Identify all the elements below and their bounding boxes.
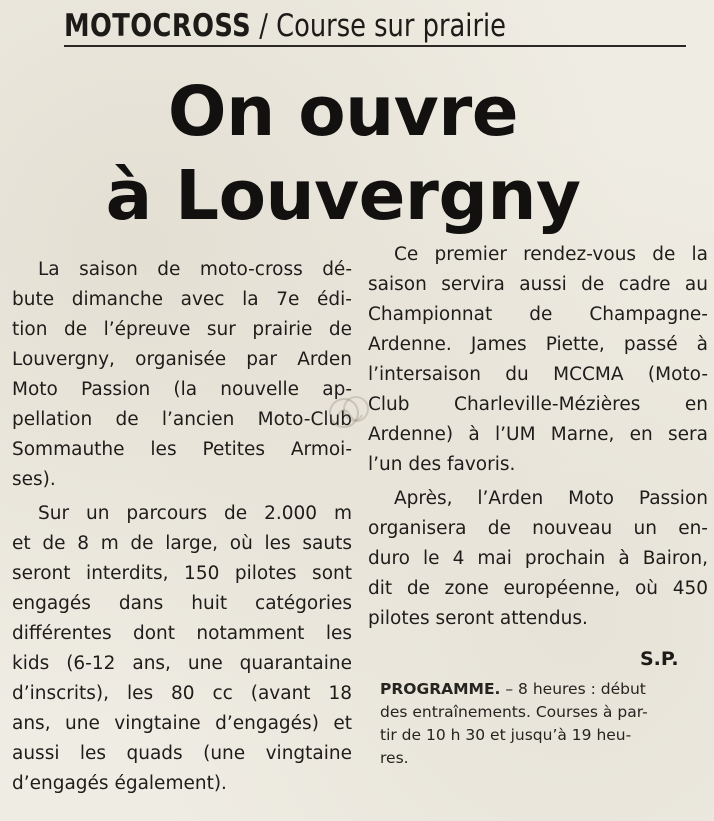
- text-line: Ardenne. James Piette, passé à: [368, 334, 708, 355]
- programme-text: – 8 heures : début: [500, 680, 646, 698]
- text-line: saison servira aussi de cadre au: [368, 274, 708, 295]
- text-line: La saison de moto-cross dé-: [38, 259, 352, 280]
- text-line: ses).: [12, 469, 56, 490]
- text-line: l’intersaison du MCCMA (Moto-: [368, 364, 708, 385]
- text-line: et de 8 m de large, où les sauts: [12, 533, 352, 554]
- section-kicker: [64, 4, 545, 48]
- text-line: engagés dans huit catégories: [12, 593, 352, 614]
- kicker-subtitle: Course sur prairie: [276, 8, 507, 44]
- text-line: kids (6-12 ans, une quarantaine: [12, 653, 352, 674]
- programme-text: res.: [380, 749, 409, 767]
- paragraph-left-2: [12, 499, 352, 799]
- text-line: d’inscrits), les 80 cc (avant 18: [12, 683, 352, 704]
- text-line: Moto Passion (la nouvelle ap-: [12, 379, 352, 400]
- programme-text: tir de 10 h 30 et jusqu’à 19 heu-: [380, 726, 632, 744]
- paragraph-right-2: [368, 484, 708, 634]
- kicker-rubric: MOTOCROSS: [64, 8, 252, 44]
- text-line: dit de zone européenne, où 450: [368, 578, 708, 599]
- kicker-rule: [64, 45, 686, 47]
- text-line: organisera de nouveau un en-: [368, 518, 708, 539]
- article-column-left: [12, 255, 352, 799]
- text-line: seront interdits, 150 pilotes sont: [12, 563, 352, 584]
- text-line: Sommauthe les Petites Armoi-: [12, 439, 352, 460]
- text-line: l’un des favoris.: [368, 454, 516, 475]
- text-line: Ardenne) à l’UM Marne, en sera: [368, 424, 708, 445]
- text-line: différentes dont notamment les: [12, 623, 352, 644]
- headline-line-2: à Louvergny: [105, 156, 581, 236]
- programme-first-line: [380, 678, 706, 701]
- text-line: Louvergny, organisée par Arden: [12, 349, 352, 370]
- text-line: Sur un parcours de 2.000 m: [38, 503, 352, 524]
- programme-label: PROGRAMME.: [380, 680, 501, 698]
- text-line: bute dimanche avec la 7e édi-: [12, 289, 352, 310]
- paragraph-right-1: [368, 240, 708, 480]
- author-signature: S.P.: [640, 648, 679, 670]
- text-line: Ce premier rendez-vous de la: [394, 244, 708, 265]
- kicker-separator: /: [251, 8, 277, 44]
- article-column-right: [368, 240, 708, 634]
- watermark-stamp-icon: [322, 385, 378, 441]
- text-line: duro le 4 mai prochain à Bairon,: [368, 548, 708, 569]
- text-line: Après, l’Arden Moto Passion: [394, 488, 708, 509]
- text-line: tion de l’épreuve sur prairie de: [12, 319, 352, 340]
- headline-line-1: On ouvre: [167, 72, 519, 152]
- text-line: Championnat de Champagne-: [368, 304, 708, 325]
- programme-text: des entraînements. Courses à par-: [380, 703, 648, 721]
- text-line: aussi les quads (une vingtaine: [12, 743, 352, 764]
- programme-box: [380, 678, 706, 770]
- text-line: Club Charleville-Mézières en: [368, 394, 708, 415]
- text-line: d’engagés également).: [12, 773, 227, 794]
- text-line: ans, une vingtaine d’engagés) et: [12, 713, 352, 734]
- text-line: pilotes seront attendus.: [368, 608, 588, 629]
- text-line: pellation de l’ancien Moto-Club: [12, 409, 352, 430]
- paragraph-left-1: [12, 255, 352, 495]
